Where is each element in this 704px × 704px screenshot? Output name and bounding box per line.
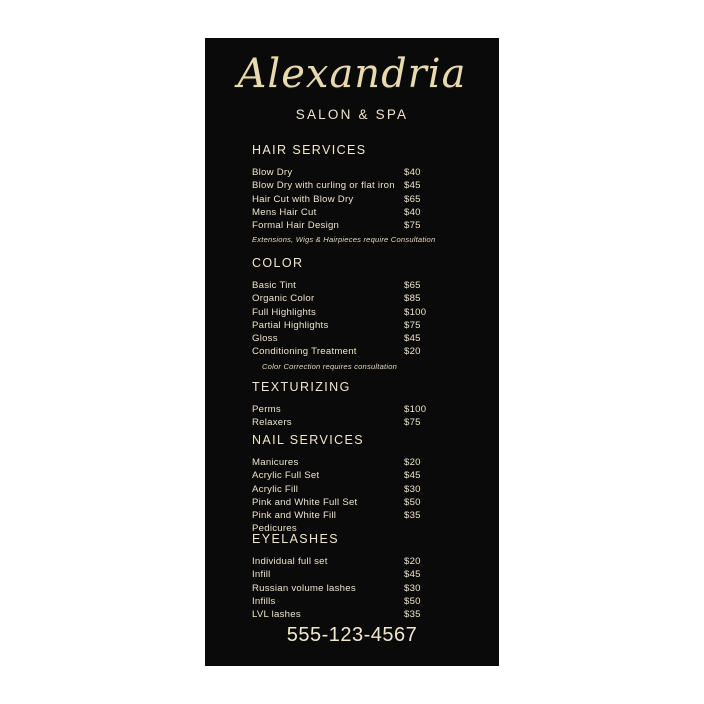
service-row <box>252 456 462 469</box>
service-price: $100 <box>404 306 427 318</box>
service-price: $75 <box>404 220 421 232</box>
service-row <box>252 403 462 416</box>
service-label: Conditioning Treatment <box>252 346 357 358</box>
service-price: $35 <box>404 609 421 621</box>
service-row <box>252 555 462 568</box>
service-price: $30 <box>404 582 421 594</box>
service-price: $40 <box>404 206 421 218</box>
service-label: Full Highlights <box>252 306 317 318</box>
service-price: $50 <box>404 496 421 508</box>
service-price: $35 <box>404 510 421 522</box>
section-eyelashes <box>252 532 462 621</box>
service-label: Infill <box>252 569 271 581</box>
card-inner <box>205 38 499 666</box>
section-title: COLOR <box>252 256 304 270</box>
service-label: Perms <box>252 404 281 415</box>
service-price: $75 <box>404 319 421 331</box>
service-label: Hair Cut with Blow Dry <box>252 193 354 205</box>
service-row <box>252 332 462 345</box>
service-row <box>252 469 462 482</box>
service-label: Acrylic Full Set <box>252 470 320 482</box>
service-price: $45 <box>404 470 421 482</box>
service-label: Pink and White Full Set <box>252 496 358 508</box>
service-price: $75 <box>404 417 421 429</box>
service-row <box>252 166 462 179</box>
section-nail-services <box>252 433 462 536</box>
service-price: $45 <box>404 569 421 581</box>
service-row <box>252 193 462 206</box>
service-label: Blow Dry <box>252 167 293 178</box>
section-title: EYELASHES <box>252 532 339 546</box>
service-row <box>252 608 462 621</box>
service-label: Infills <box>252 595 276 607</box>
service-price: $30 <box>404 483 421 495</box>
service-price: $100 <box>404 404 427 415</box>
service-row <box>252 509 462 522</box>
service-price: $50 <box>404 595 421 607</box>
brand-subtitle: SALON & SPA <box>295 107 409 122</box>
service-row <box>252 292 462 305</box>
service-label: Individual full set <box>252 556 328 567</box>
service-label: Organic Color <box>252 293 315 305</box>
service-label: Russian volume lashes <box>252 582 356 594</box>
section-note: Extensions, Wigs & Hairpieces require Consultation <box>252 235 436 245</box>
section-color <box>252 256 462 372</box>
service-label: Formal Hair Design <box>252 220 340 232</box>
service-price: $20 <box>404 457 421 468</box>
service-label: Manicures <box>252 457 299 468</box>
phone-number: 555-123-4567 <box>286 624 418 646</box>
salon-price-list-card <box>205 38 499 666</box>
service-row <box>252 345 462 358</box>
service-label: Blow Dry with curling or flat iron <box>252 180 395 192</box>
service-price: $45 <box>404 333 421 345</box>
service-price: $85 <box>404 293 421 305</box>
service-label: Mens Hair Cut <box>252 206 317 218</box>
service-label: Pink and White Fill <box>252 510 337 522</box>
section-title: NAIL SERVICES <box>252 433 364 447</box>
service-label: Acrylic Fill <box>252 483 299 495</box>
service-label: Partial Highlights <box>252 319 329 331</box>
service-row <box>252 219 462 232</box>
service-price: $20 <box>404 346 421 358</box>
service-row <box>252 279 462 292</box>
service-label: Pedicures <box>252 523 297 535</box>
service-row <box>252 179 462 192</box>
brand-name: Alexandria <box>237 51 467 97</box>
section-texturizing <box>252 380 462 430</box>
service-row <box>252 568 462 581</box>
service-row <box>252 416 462 429</box>
service-row <box>252 595 462 608</box>
service-row <box>252 582 462 595</box>
section-title: HAIR SERVICES <box>252 143 367 157</box>
section-note: Color Correction requires consultation <box>262 361 398 371</box>
service-price: $20 <box>404 556 421 567</box>
section-title: TEXTURIZING <box>252 380 351 394</box>
service-row <box>252 319 462 332</box>
service-label: LVL lashes <box>252 609 301 621</box>
service-row <box>252 483 462 496</box>
service-label: Basic Tint <box>252 280 297 291</box>
service-price: $65 <box>404 280 421 291</box>
service-row <box>252 306 462 319</box>
service-price: $45 <box>404 180 421 192</box>
service-row <box>252 206 462 219</box>
service-price: $65 <box>404 193 421 205</box>
service-price: $40 <box>404 167 421 178</box>
section-hair-services <box>252 143 462 245</box>
service-label: Relaxers <box>252 417 292 429</box>
service-label: Gloss <box>252 333 278 345</box>
service-row <box>252 496 462 509</box>
